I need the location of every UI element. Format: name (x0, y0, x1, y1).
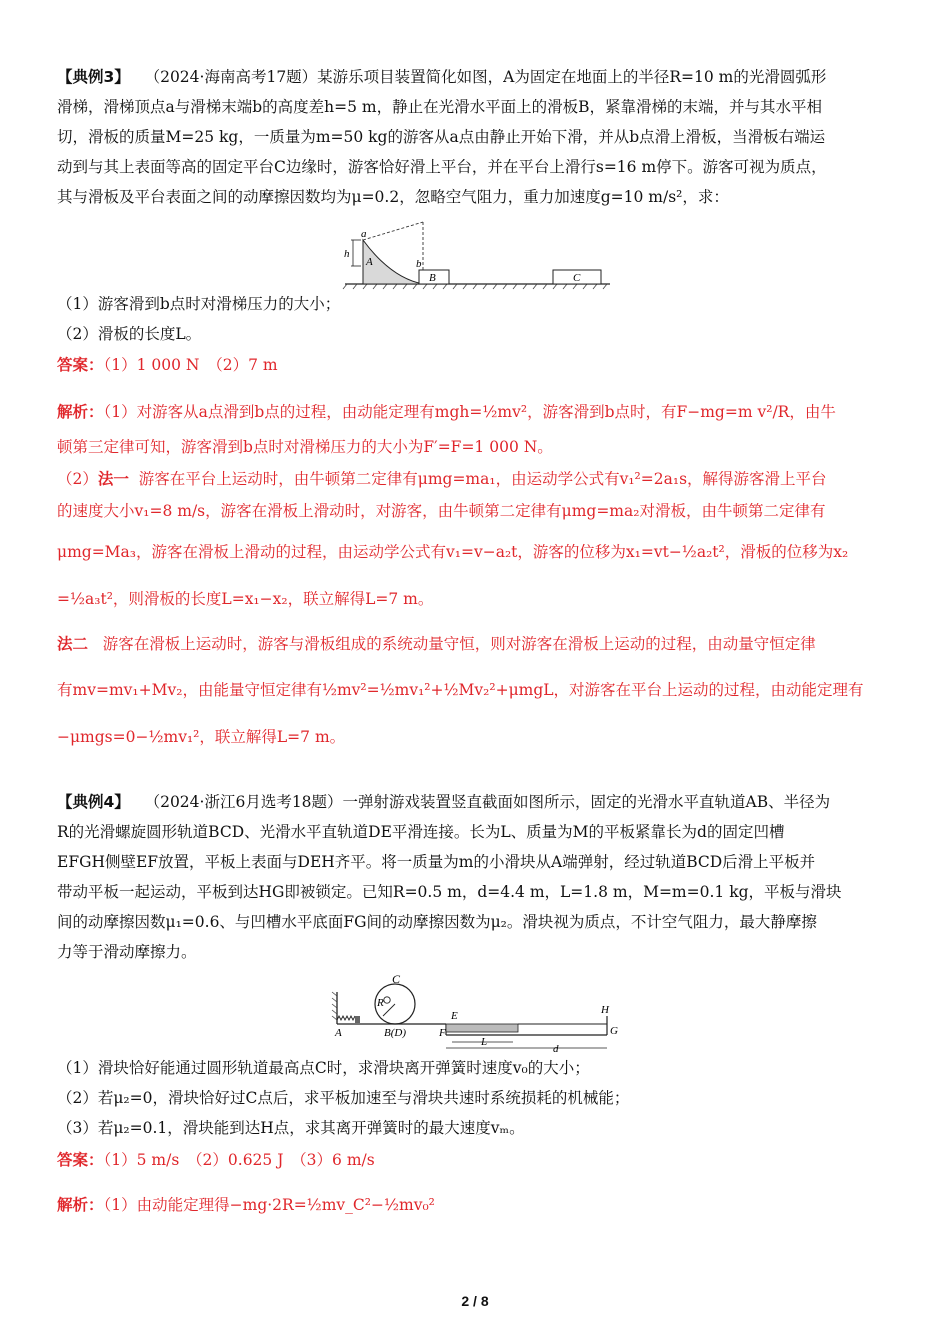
fig4-label-L: L (481, 1036, 488, 1048)
fig4-label-G: G (610, 1025, 618, 1037)
fig4-label-E: E (451, 1010, 458, 1022)
fig3-label-A: A (366, 256, 373, 268)
example3-questions: （1）游客滑到b点时对滑梯压力的大小； （2）滑板的长度L。 (57, 295, 341, 343)
fig3-label-a: a (361, 228, 367, 240)
example3-statement: 【典例3】 （2024·海南高考17题）某游乐项目装置简化如图，A为固定在地面上的半径R=10 m的光滑圆弧形 滑梯，滑梯顶点a与滑梯末端b的高度差h=5 m，静止在光滑水平面上的滑板B，紧靠滑梯的末端，并与其水平相 切，滑板的质量M=25 kg，一质量为m=50 kg的游客从a点由静止开始下滑，并从b点滑上滑板，当滑板右端运 动到与其上表面等高的固定平台C边缘时，游客恰好滑上平台，并在平台上滑行s=16 m停下。游客可视为质点， 其与滑板及平台表面之间的动摩擦因数均为μ=0.2，忽略空气阻力，重力加速度g=10 m/s²，求： (57, 68, 827, 206)
example3-answer: 答案：（1）1 000 N （2）7 m (57, 355, 278, 374)
fig4-label-C: C (392, 972, 401, 986)
fig3-label-B: B (429, 272, 436, 284)
example3-label: 【典例3】 (57, 68, 130, 86)
launcher-diagram (328, 972, 624, 1054)
fig4-label-BD: B(D) (384, 1027, 406, 1039)
fig3-label-b: b (416, 258, 422, 270)
example4-solution: 解析：（1）由动能定理得−mg·2R=½mv_C²−½mv₀² (57, 1195, 435, 1214)
example3-solution: 解析：（1）对游客从a点滑到b点的过程，由动能定理有mgh=½mv²，游客滑到b点时，有F−mg=m v²/R，由牛 顿第三定律可知，游客滑到b点时对滑梯压力的大小为F′=F=1 000 N。 （2）法一 游客在平台上运动时，由牛顿第二定律有μmg=ma₁，由运动学公式有v₁²=2a₁s，解得游客滑上平台 的速度大小v₁=8 m/s，游客在滑板上滑动时，对游客，由牛顿第二定律有μmg=ma₂对滑板，由牛顿第二定律有 μmg=Ma₃，游客在滑板上滑动的过程，由运动学公式有v₁=v−a₂t，游客的位移为x₁=vt−½a₂t²，滑板的位移为x₂ =½a₃t²，则滑板的长度L=x₁−x₂，联立解得L=7 m。 法二 游客在滑板上运动时，游客与滑板组成的系统动量守恒，则对游客在滑板上运动的过程，由动量守恒定律 有mv=mv₁+Mv₂，由能量守恒定律有½mv²=½mv₁²+½Mv₂²+μmgL，对游客在平台上运动的过程，由动能定理有 −μmgs=0−½mv₁²，联立解得L=7 m。 (57, 402, 864, 746)
fig4-label-A: A (335, 1027, 342, 1039)
example4-label: 【典例4】 (57, 793, 130, 811)
fig3-label-h: h (344, 248, 350, 260)
fig3-label-C: C (573, 272, 581, 284)
example4-questions: （1）滑块恰好能通过圆形轨道最高点C时，求滑块离开弹簧时速度v₀的大小； （2）若μ₂=0，滑块恰好过C点后，求平板加速至与滑块共速时系统损耗的机械能； （3）若μ₂=0.1，滑块能到达H点，求其离开弹簧时的最大速度vₘ。 (57, 1059, 630, 1137)
example4-answer: 答案：（1）5 m/s （2）0.625 J （3）6 m/s (57, 1150, 375, 1169)
fig4-label-R: R (377, 997, 384, 1009)
fig4-label-H: H (601, 1004, 609, 1016)
fig4-label-F: F (439, 1027, 446, 1039)
fig4-label-d: d (553, 1043, 559, 1054)
slide-diagram (335, 218, 615, 290)
example4-statement: 【典例4】 （2024·浙江6月选考18题）一弹射游戏装置竖直截面如图所示，固定的光滑水平直轨道AB、半径为 R的光滑螺旋圆形轨道BCD、光滑水平直轨道DE平滑连接。长为L、质量为M的平板紧靠长为d的固定凹槽 EFGH侧壁EF放置，平板上表面与DEH齐平。将一质量为m的小滑块从A端弹射，经过轨道BCD后滑上平板并 带动平板一起运动，平板到达HG即被锁定。已知R=0.5 m，d=4.4 m，L=1.8 m，M=m=0.1 kg，平板与滑块 间的动摩擦因数μ₁=0.6、与凹槽水平底面FG间的动摩擦因数为μ₂。滑块视为质点，不计空气阻力，最大静摩擦 力等于滑动摩擦力。 (57, 793, 842, 961)
page-number: 2 / 8 (461, 1293, 489, 1309)
